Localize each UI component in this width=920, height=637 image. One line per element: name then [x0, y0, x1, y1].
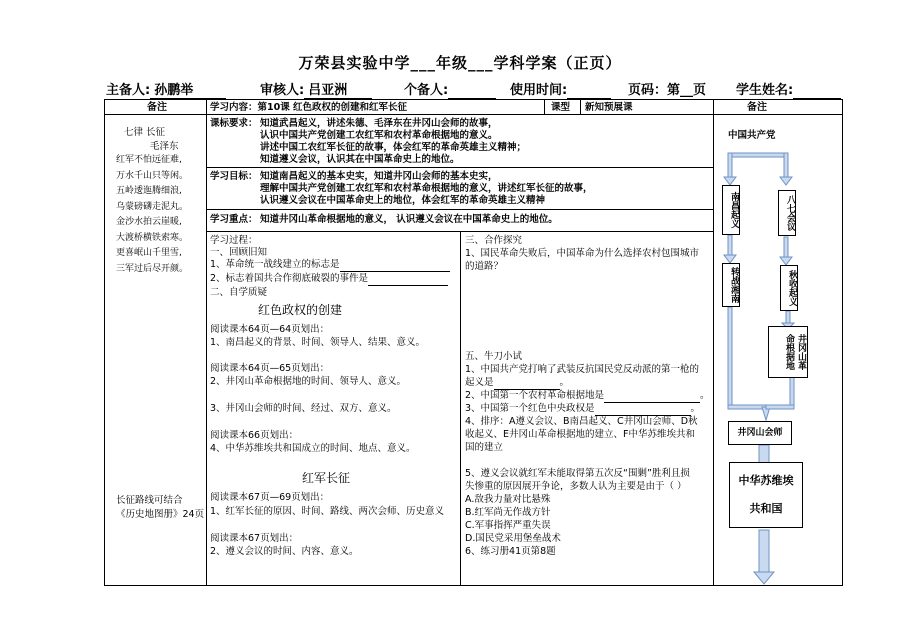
- flow-arrow: [728, 153, 732, 177]
- flow-arrow: [759, 530, 769, 573]
- node-august-7-meeting: 八七会议: [778, 190, 796, 236]
- quiz-1: 1、中国共产党打响了武装反抗国民党反动派的第一枪的: [465, 364, 700, 375]
- node-jinggangshan-base-line1: 井冈山革命: [784, 334, 806, 370]
- goal-line: 理解中国共产党创建工农红军和农村革命根据地的意义，讲述红军长征的故事，: [260, 183, 593, 194]
- row-line-standard: [206, 167, 713, 168]
- use-time-blank: [567, 83, 611, 99]
- reading-1-question: 1、南昌起义的背景、时间、领导人、结果、意义。: [210, 337, 426, 348]
- standard-line: 知道武昌起义，讲述朱德、毛泽东在井冈山会师的故事，: [260, 118, 498, 129]
- flow-arrow: [724, 255, 736, 263]
- reading-2: 阅读课本64页—65页划出：: [210, 363, 330, 374]
- cooperation-question-cont: 的道路？: [465, 261, 504, 272]
- student-name-blank: [793, 83, 841, 99]
- personal-preparer: [404, 79, 496, 99]
- poem-line: 万水千山只等闲。: [116, 170, 189, 181]
- page-title: 万荣县实验中学___年级___学科学案（正页）: [298, 54, 622, 72]
- section-review: 一、回顾旧知: [210, 247, 268, 258]
- quiz-5-cont: 失惨重的原因展开争论，多数人认为主要是由于（ ）: [465, 481, 687, 492]
- learning-content: 学习内容：第10课 红色政权的创建和红军长征: [210, 102, 408, 113]
- goal-line: 认识遵义会议在中国革命史上的地位，体会红军的革命英雄主义精神: [260, 195, 546, 206]
- section-cooperation: 三、合作探究: [465, 235, 523, 246]
- quiz-1-cont: 起义是 。: [465, 377, 570, 388]
- option-d: D.国民党采用堡垒战术: [465, 533, 561, 544]
- poem-line: 五岭逶迤腾细浪,: [116, 186, 182, 196]
- poem: [116, 153, 188, 277]
- node-nanchang-uprising: 南昌起义: [722, 185, 740, 235]
- node-chinese-soviet-republic: [729, 462, 803, 528]
- flow-arrow: [766, 405, 794, 409]
- flow-arrow: [780, 177, 792, 185]
- main-preparer-label: 主备人:: [106, 83, 151, 98]
- reading-6: 阅读课本67页划出：: [210, 533, 299, 544]
- flow-arrow: [724, 177, 736, 185]
- option-b: B.红军尚无作战方针: [465, 507, 551, 518]
- student-name-label: 学生姓名:: [736, 83, 794, 98]
- quiz-3: 3、中国第一个红色中央政权是 。: [465, 403, 701, 414]
- node-soviet-line2: 共和国: [749, 502, 783, 515]
- reading-4: 阅读课本66页划出：: [210, 430, 299, 441]
- goal-line: 知道南昌起义的基本史实，知道井冈山会师的基本史实，: [260, 171, 498, 182]
- left-notes-header: 备注: [147, 102, 167, 113]
- reviewer: [260, 79, 372, 99]
- cooperation-question: 1、国民革命失败后，中国革命为什么选择农村包围城市: [465, 248, 700, 259]
- lesson-type-label: 课型: [551, 102, 571, 113]
- subtitle-red-regime: 红色政权的创建: [258, 303, 343, 317]
- divider-type-left: [544, 99, 545, 114]
- node-autumn-harvest-uprising: 秋收起义: [780, 265, 798, 311]
- map-note-line2: 《历史地图册》24页: [116, 509, 205, 520]
- section-quiz: 五、牛刀小试: [465, 351, 523, 362]
- use-time-label: 使用时间:: [510, 83, 568, 98]
- reviewer-label: 审核人:: [260, 83, 305, 98]
- flow-arrow: [728, 405, 766, 409]
- flow-arrow: [780, 257, 792, 265]
- reading-4-question: 4、中华苏维埃共和国成立的时间、地点、意义。: [210, 443, 416, 454]
- page-number: 页码：第__页: [628, 83, 707, 98]
- reading-5-question: 1、红军长征的原因、时间、路线、两次会师、历史意义: [210, 506, 445, 517]
- question-1: 1、革命统一战线建立的标志是: [210, 259, 450, 272]
- reviewer-name: 吕亚洲: [304, 79, 372, 99]
- poem-line: 大渡桥横铁索寒。: [116, 232, 189, 243]
- quiz-2: 2、中国第一个农村革命根据地是 。: [465, 390, 710, 401]
- lesson-type-value: 新知预展课: [585, 102, 633, 113]
- question-2: 2、标志着国共合作彻底破裂的事件是: [210, 273, 448, 286]
- flow-arrow: [790, 377, 794, 407]
- reading-6-question: 2、遵义会议的时间、内容、意义。: [210, 546, 359, 557]
- poem-author: 毛泽东: [150, 141, 179, 152]
- quiz-4-cont2: 国的建立: [465, 442, 504, 453]
- option-a: A.敌我力量对比悬殊: [465, 494, 551, 505]
- option-c: C.军事指挥严重失误: [465, 520, 551, 531]
- node-cpc: 中国共产党: [728, 130, 776, 141]
- focus-text: 知道井冈山革命根据地的意义， 认识遵义会议在中国革命史上的地位。: [260, 214, 558, 225]
- quiz-5: 5、遵义会议就红军未能取得第五次反“围剿”胜利且损: [465, 468, 690, 479]
- node-jinggangshan-base-line2: 根据地: [784, 343, 794, 370]
- reading-5: 阅读课本67页—69页划出：: [210, 492, 330, 503]
- poem-line: 乌蒙磅礴走泥丸。: [116, 201, 189, 212]
- standard-line: 认识中国共产党创建工农红军和农村革命根据地的意义。: [260, 130, 498, 141]
- subtitle-long-march: 红军长征: [302, 471, 351, 485]
- flow-arrow: [728, 153, 788, 157]
- quiz-4-cont: 收起义、E井冈山革命根据地的建立、F中华苏维埃共和: [465, 429, 695, 440]
- reading-3-question: 3、井冈山会师的时间、经过、双方、意义。: [210, 403, 397, 414]
- flow-arrow: [784, 237, 788, 257]
- poem-title: 七律 长征: [124, 127, 166, 138]
- standard-label: 课标要求：: [210, 118, 258, 129]
- main-preparer: [106, 79, 226, 99]
- use-time: [510, 79, 611, 99]
- divider-process: [460, 231, 461, 586]
- divider-type-right: [580, 99, 581, 114]
- quiz-6: 6、练习册41页第8题: [465, 546, 556, 557]
- poem-line: 三军过后尽开颜。: [116, 263, 189, 274]
- poem-line: 红军不怕远征难,: [116, 155, 182, 165]
- map-note-line1: 长征路线可结合: [116, 495, 183, 506]
- focus-label: 学习重点：: [210, 214, 258, 225]
- flow-arrow: [728, 235, 732, 255]
- right-notes-header: 备注: [747, 102, 767, 113]
- node-soviet-line1: 中华苏维埃: [738, 474, 794, 487]
- flow-arrow: [784, 153, 788, 177]
- poem-line: 更喜岷山千里雪,: [116, 248, 182, 258]
- goal-label: 学习目标：: [210, 171, 258, 182]
- standard-line: 知道遵义会议，认识其在中国革命史上的地位。: [260, 154, 460, 165]
- student-name: [736, 79, 841, 99]
- personal-preparer-label: 个备人:: [404, 83, 449, 98]
- node-turn-to-xiangnan: 转战湘南: [722, 263, 740, 307]
- node-jinggangshan-meeting: 井冈山会师: [728, 421, 792, 445]
- main-preparer-name: 孙鹏举: [150, 79, 226, 99]
- standard-line: 讲述中国工农红军长征的故事，体会红军的革命英雄主义精神；: [260, 142, 527, 153]
- node-jinggangshan-base: [768, 326, 808, 378]
- reading-2-question: 2、井冈山革命根据地的时间、领导人、意义。: [210, 376, 407, 387]
- quiz-4: 4、排序：A遵义会议、B南昌起义、C井冈山会师、D秋: [465, 416, 698, 427]
- personal-preparer-blank: [448, 83, 496, 99]
- reading-1: 阅读课本64页—64页划出：: [210, 324, 330, 335]
- divider-left: [206, 99, 207, 586]
- flow-arrow: [754, 572, 774, 584]
- section-self-study: 二、自学质疑: [210, 287, 268, 298]
- row-line-goal: [206, 209, 713, 210]
- poem-line: 金沙水拍云崖暖,: [116, 217, 182, 227]
- process-title: 学习过程：: [210, 235, 258, 246]
- flow-arrow: [728, 307, 732, 407]
